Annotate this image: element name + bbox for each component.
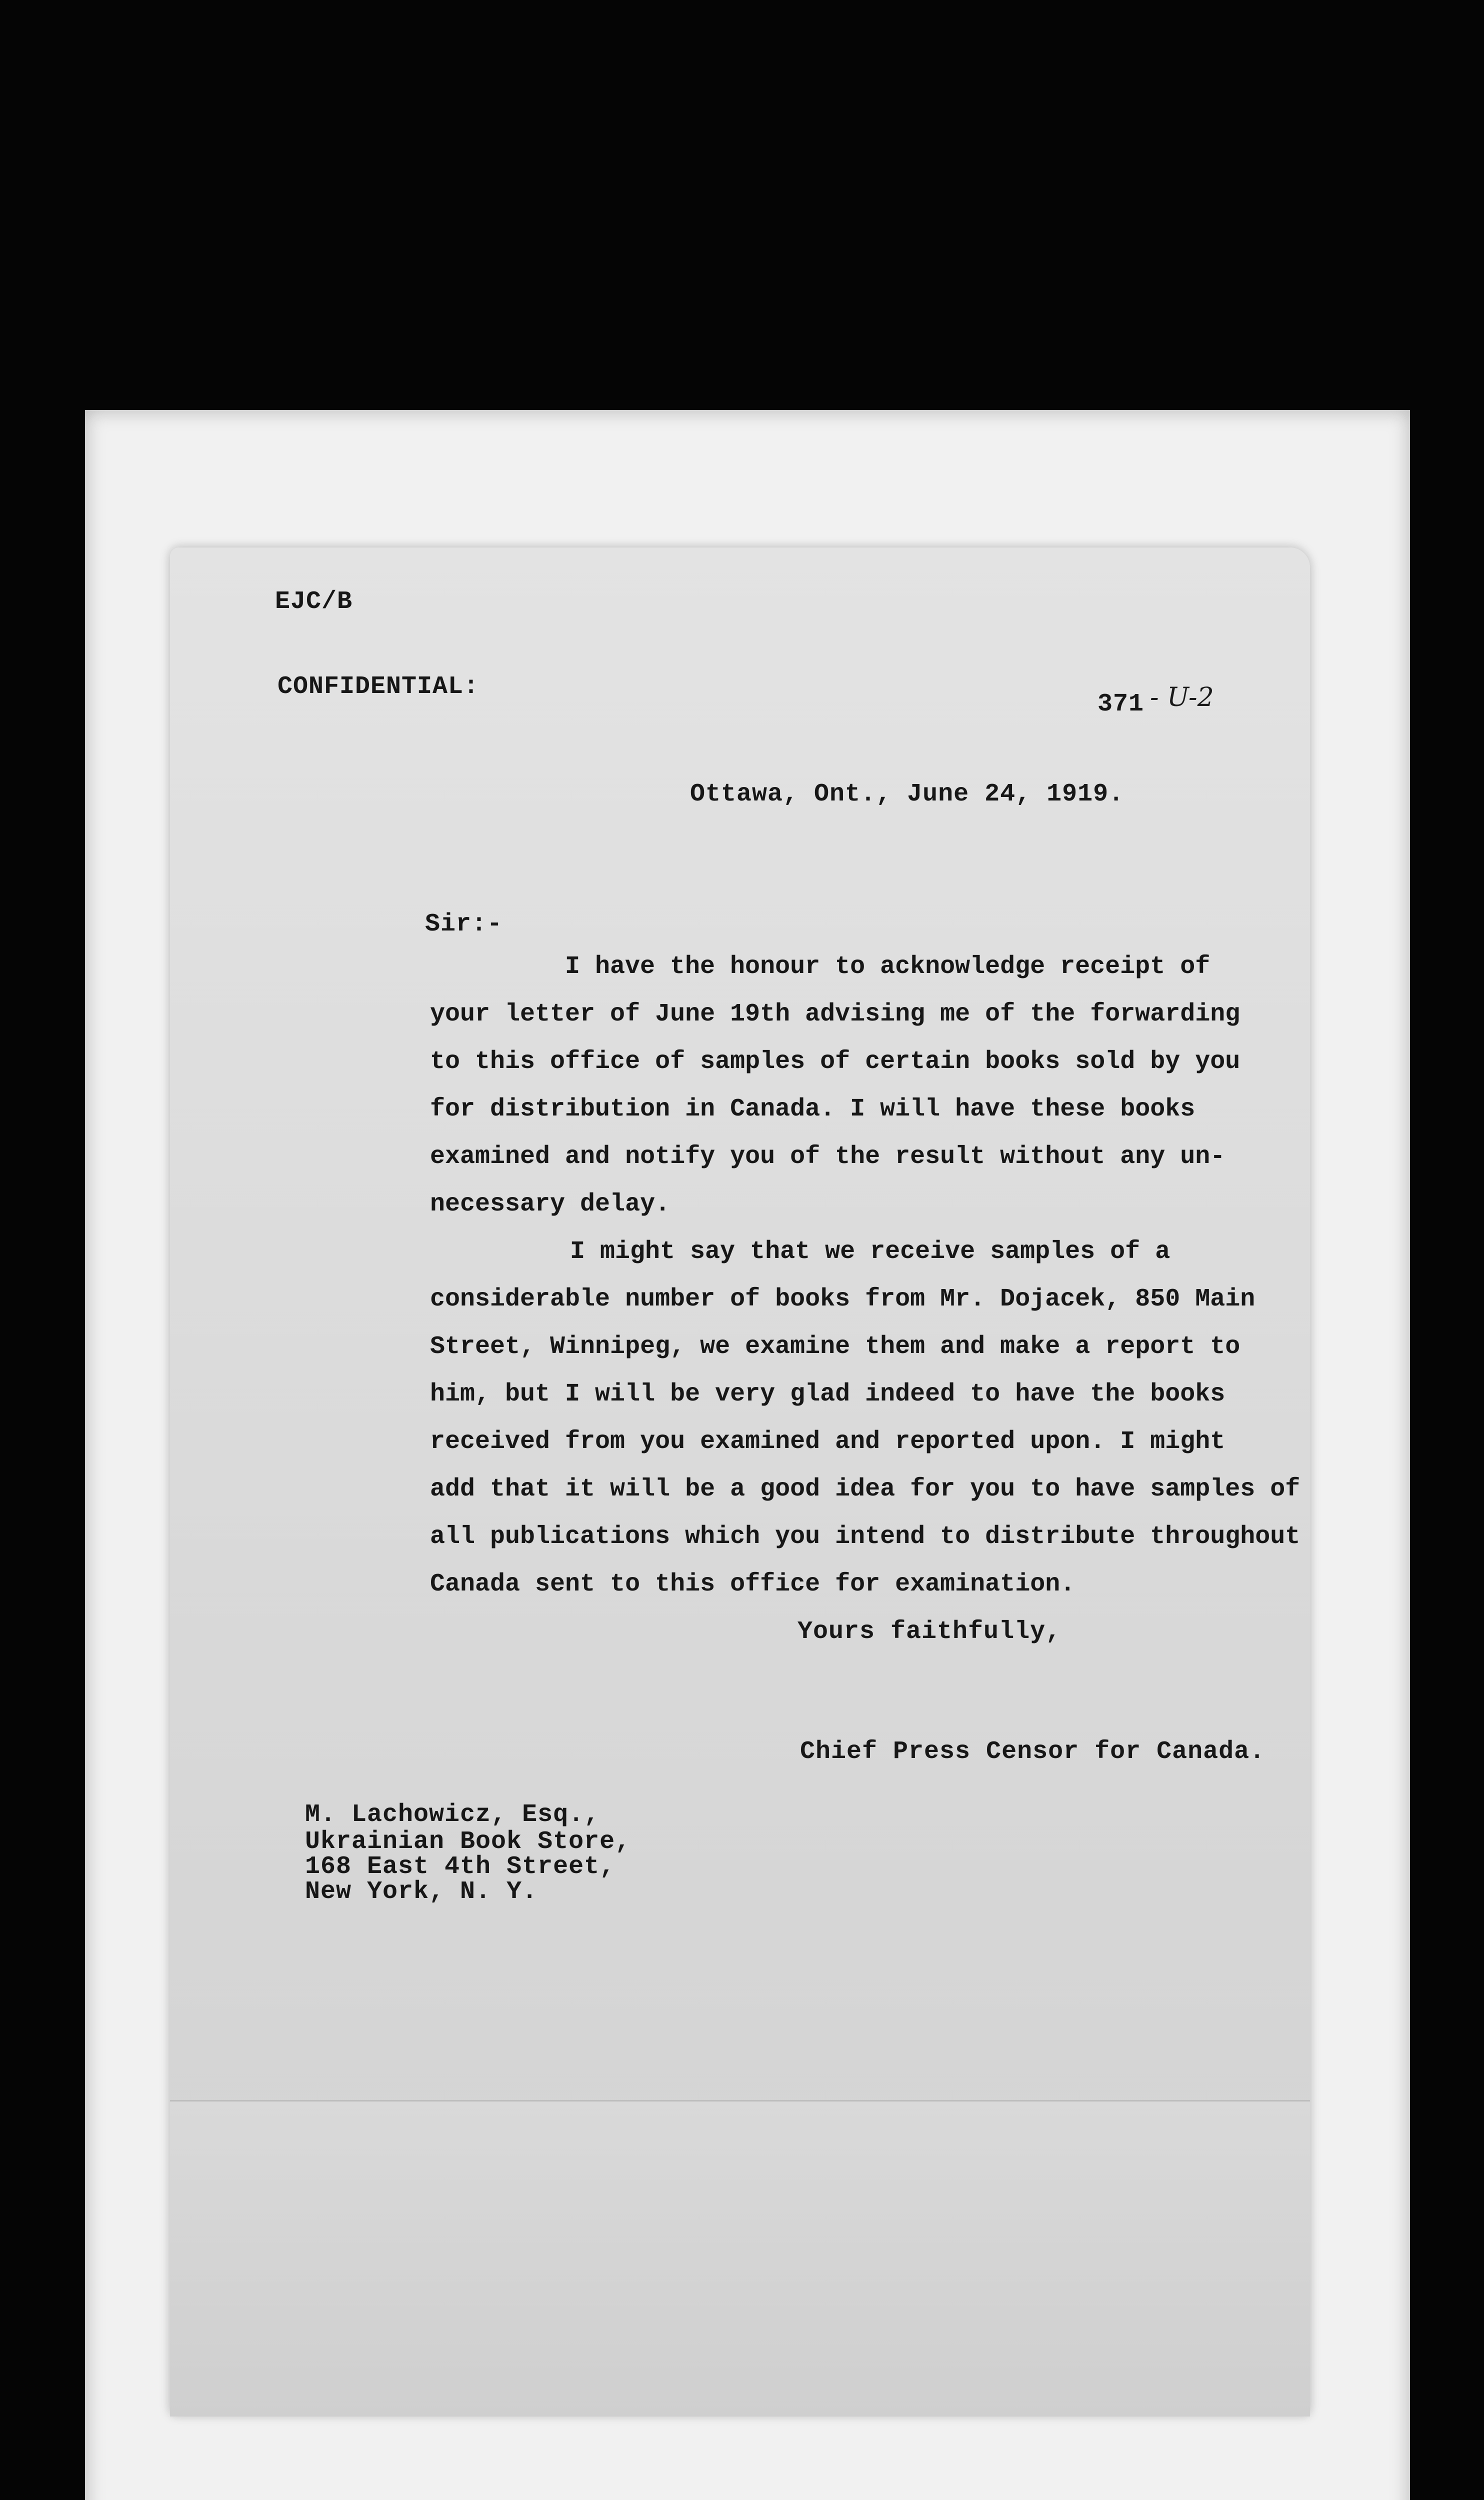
body-line: received from you examined and reported upon. I might: [430, 1428, 1226, 1456]
body-line: necessary delay.: [430, 1190, 670, 1218]
body-line: I might say that we receive samples of a: [570, 1238, 1170, 1266]
file-number-typed: 371: [1098, 690, 1144, 718]
body-line: considerable number of books from Mr. Dojacek, 850 Main: [430, 1285, 1256, 1314]
body-line: all publications which you intend to distribute throughout: [430, 1522, 1300, 1551]
body-line: add that it will be a good idea for you to have samples of: [430, 1475, 1300, 1504]
body-line: for distribution in Canada. I will have these books: [430, 1095, 1196, 1124]
body-line: your letter of June 19th advising me of the forwarding: [430, 1000, 1240, 1028]
letter-lower-fold: [170, 2100, 1310, 2416]
salutation: Sir:-: [425, 910, 503, 938]
confidential-heading: CONFIDENTIAL:: [278, 672, 480, 701]
file-number-handwritten: - U-2: [1150, 682, 1214, 712]
address-line: New York, N. Y.: [305, 1878, 538, 1906]
signature-title: Chief Press Censor for Canada.: [800, 1738, 1266, 1766]
reference-initials: EJC/B: [275, 588, 353, 616]
address-line: 168 East 4th Street,: [305, 1852, 616, 1881]
address-line: M. Lachowicz, Esq.,: [305, 1800, 600, 1829]
address-line: Ukrainian Book Store,: [305, 1828, 631, 1856]
date-line: Ottawa, Ont., June 24, 1919.: [690, 780, 1124, 808]
closing: Yours faithfully,: [798, 1618, 1062, 1646]
body-line: Canada sent to this office for examination.: [430, 1570, 1076, 1598]
body-line: him, but I will be very glad indeed to have the books: [430, 1380, 1226, 1408]
body-line: examined and notify you of the result without any un-: [430, 1142, 1226, 1171]
body-line: I have the honour to acknowledge receipt of: [565, 952, 1210, 981]
body-line: to this office of samples of certain books sold by you: [430, 1048, 1240, 1076]
body-line: Street, Winnipeg, we examine them and make a report to: [430, 1332, 1240, 1361]
